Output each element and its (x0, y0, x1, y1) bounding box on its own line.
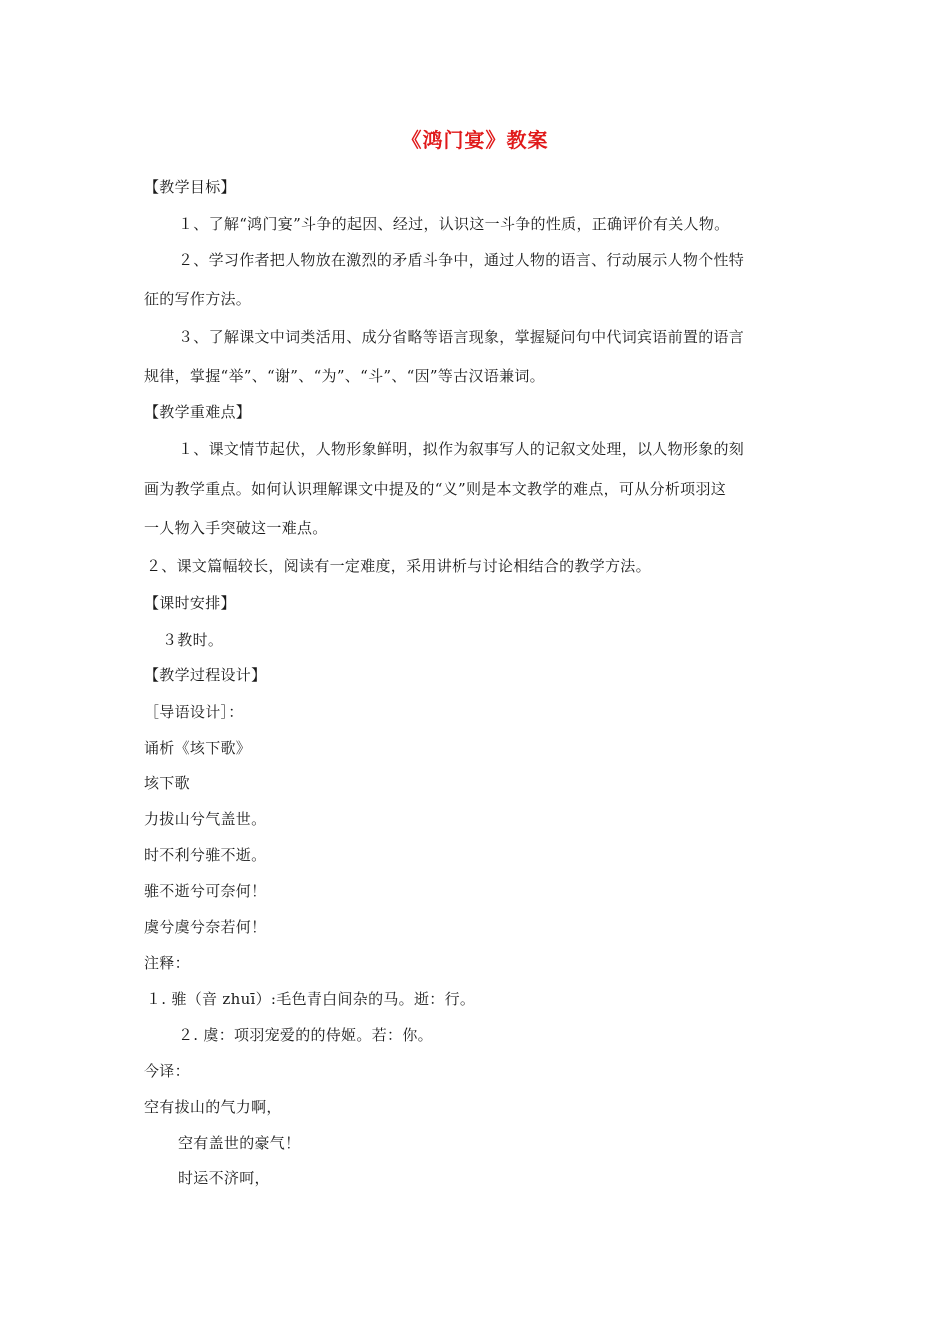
objective-3-line-1: ３、了解课文中词类活用、成分省略等语言现象，掌握疑问句中代词宾语前置的语言 (178, 328, 745, 346)
focus-1-line-1: １、课文情节起伏，人物形象鲜明，拟作为叙事写人的记叙文处理，以人物形象的刻 (178, 440, 745, 458)
schedule-value: ３教时。 (162, 631, 224, 649)
objectives-heading: 【教学目标】 (144, 178, 236, 196)
poem-line-3: 骓不逝兮可奈何！ (144, 882, 267, 900)
note-1: １. 骓（音 zhuī）:毛色青白间杂的马。逝：行。 (146, 990, 476, 1008)
recite-line: 诵析《垓下歌》 (144, 739, 252, 757)
poem-line-1: 力拔山兮气盖世。 (144, 810, 267, 828)
objective-2-line-2: 征的写作方法。 (144, 290, 252, 308)
translation-line-2: 空有盖世的豪气！ (178, 1134, 301, 1152)
objective-3-line-2: 规律，掌握“举”、“谢”、“为”、“斗”、“因”等古汉语兼词。 (144, 367, 545, 385)
intro-heading: ［导语设计］： (144, 703, 244, 721)
poem-line-4: 虞兮虞兮奈若何！ (144, 918, 267, 936)
objective-1: １、了解“鸿门宴”斗争的起因、经过，认识这一斗争的性质，正确评价有关人物。 (178, 215, 730, 233)
note-2: ２. 虞：项羽宠爱的的侍姬。若：你。 (178, 1026, 433, 1044)
poem-title: 垓下歌 (144, 774, 190, 792)
translation-heading: 今译： (144, 1062, 190, 1080)
focus-1-line-3: 一人物入手突破这一难点。 (144, 519, 328, 537)
focus-2: ２、课文篇幅较长，阅读有一定难度，采用讲析与讨论相结合的教学方法。 (146, 557, 651, 575)
translation-line-1: 空有拔山的气力啊， (144, 1098, 282, 1116)
focus-heading: 【教学重难点】 (144, 403, 252, 421)
poem-line-2: 时不利兮骓不逝。 (144, 846, 267, 864)
notes-heading: 注释： (144, 954, 190, 972)
process-heading: 【教学过程设计】 (144, 666, 267, 684)
translation-line-3: 时运不济呵， (178, 1169, 270, 1187)
schedule-heading: 【课时安排】 (144, 594, 236, 612)
document-title: 《鸿门宴》教案 (401, 128, 549, 152)
objective-2-line-1: ２、学习作者把人物放在激烈的矛盾斗争中，通过人物的语言、行动展示人物个性特 (178, 251, 745, 269)
focus-1-line-2: 画为教学重点。如何认识理解课文中提及的“义”则是本文教学的难点，可从分析项羽这 (144, 480, 727, 498)
